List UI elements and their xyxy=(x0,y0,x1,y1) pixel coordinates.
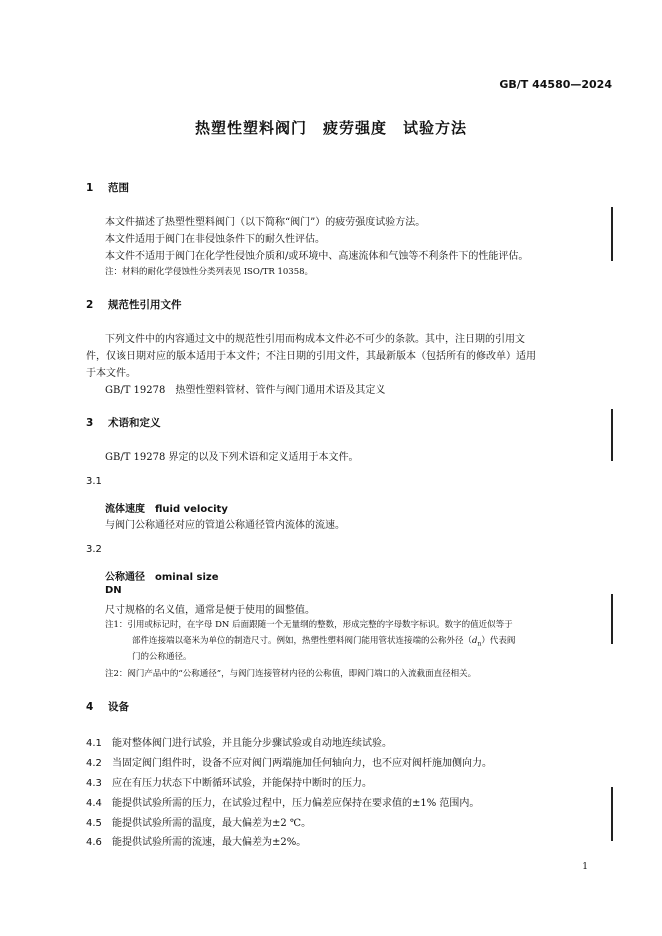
standard-number: GB/T 44580—2024 xyxy=(499,78,612,91)
term-3-1-definition: 与阀门公称通径对应的管道公称通径管内流体的流速。 xyxy=(105,520,345,531)
normative-reference: GB/T 19278 热塑性塑料管材、管件与阀门通用术语及其定义 xyxy=(105,385,386,396)
section-number: 4 xyxy=(86,701,94,713)
scope-paragraph-2: 本文件适用于阀门在非侵蚀条件下的耐久性评估。 xyxy=(105,234,325,245)
term-3-2-note-1-line-1: 注1：引用或标记时，在字母 DN 后面跟随一个无量纲的整数，形成完整的字母数字标识。数字的值近似等于 xyxy=(105,620,513,630)
equipment-item xyxy=(86,833,306,848)
document-title: 热塑性塑料阀门 疲劳强度 试验方法 xyxy=(194,119,467,137)
section-4-heading xyxy=(86,699,129,714)
change-bar xyxy=(611,594,613,644)
term-3-2-note-1-line-2 xyxy=(132,634,515,648)
section-title: 范围 xyxy=(108,182,129,194)
change-bar xyxy=(611,409,613,461)
terms-intro: GB/T 19278 界定的以及下列术语和定义适用于本文件。 xyxy=(105,452,359,463)
section-title: 术语和定义 xyxy=(108,417,161,429)
section-1-heading xyxy=(86,180,129,195)
item-text: 当固定阀门组件时，设备不应对阀门两端施加任何轴向力，也不应对阀杆施加侧向力。 xyxy=(112,758,492,769)
term-3-2-number: 3.2 xyxy=(86,544,102,555)
section-title: 规范性引用文件 xyxy=(108,299,182,311)
item-text: 能提供试验所需的流速，最大偏差为±2%。 xyxy=(112,837,307,848)
note-text: ）代表阀 xyxy=(481,636,516,646)
term-3-1-name: 流体速度 fluid velocity xyxy=(105,504,228,515)
symbol-subscript: n xyxy=(477,640,482,648)
section-number: 1 xyxy=(86,182,94,194)
item-text: 应在有压力状态下中断循环试验，并能保持中断时的压力。 xyxy=(112,778,372,789)
equipment-item xyxy=(86,814,311,829)
item-text: 能提供试验所需的温度，最大偏差为±2 ℃。 xyxy=(112,818,312,829)
item-number: 4.1 xyxy=(86,738,102,749)
equipment-item xyxy=(86,754,492,769)
item-number: 4.3 xyxy=(86,778,102,789)
equipment-item xyxy=(86,734,392,749)
page-number: 1 xyxy=(582,862,588,872)
item-number: 4.6 xyxy=(86,837,102,848)
item-number: 4.4 xyxy=(86,798,102,809)
symbol-d: d xyxy=(472,636,478,646)
normative-paragraph-line-3: 于本文件。 xyxy=(86,368,136,379)
term-3-1-number: 3.1 xyxy=(86,476,102,487)
normative-paragraph-line-1: 下列文件中的内容通过文中的规范性引用而构成本文件必不可少的条款。其中，注日期的引用文 xyxy=(105,334,525,345)
term-3-2-note-1-line-3: 门的公称通径。 xyxy=(132,652,192,662)
equipment-item xyxy=(86,774,372,789)
section-number: 3 xyxy=(86,417,94,429)
change-bar xyxy=(611,787,613,841)
term-3-2-note-2: 注2：阀门产品中的“公称通径”，与阀门连接管材内径的公称值，即阀门端口的入流截面直径相关。 xyxy=(105,669,477,679)
section-number: 2 xyxy=(86,299,94,311)
term-3-2-name: 公称通径 ominal size xyxy=(105,572,219,583)
section-title: 设备 xyxy=(108,701,129,713)
note-text: 部件连接端以毫米为单位的制造尺寸。例如，热塑性塑料阀门能用管状连接端的公称外径（ xyxy=(132,636,473,646)
item-number: 4.2 xyxy=(86,758,102,769)
section-3-heading xyxy=(86,415,161,430)
item-text: 能提供试验所需的压力，在试验过程中，压力偏差应保持在要求值的±1% 范围内。 xyxy=(112,798,480,809)
term-3-2-abbreviation: DN xyxy=(105,585,122,596)
scope-note: 注：材料的耐化学侵蚀性分类列表见 ISO/TR 10358。 xyxy=(105,267,314,277)
change-bar xyxy=(611,207,613,261)
item-text: 能对整体阀门进行试验，并且能分步骤试验或自动地连续试验。 xyxy=(112,738,392,749)
equipment-item xyxy=(86,794,479,809)
term-3-2-definition: 尺寸规格的名义值，通常是便于使用的圆整值。 xyxy=(105,605,315,616)
section-2-heading xyxy=(86,297,182,312)
normative-paragraph-line-2: 件，仅该日期对应的版本适用于本文件；不注日期的引用文件，其最新版本（包括所有的修改单）适用 xyxy=(86,351,536,362)
scope-paragraph-3: 本文件不适用于阀门在化学性侵蚀介质和/或环境中、高速流体和气蚀等不利条件下的性能评估。 xyxy=(105,251,529,262)
item-number: 4.5 xyxy=(86,818,102,829)
scope-paragraph-1: 本文件描述了热塑性塑料阀门（以下简称“阀门”）的疲劳强度试验方法。 xyxy=(105,217,426,228)
